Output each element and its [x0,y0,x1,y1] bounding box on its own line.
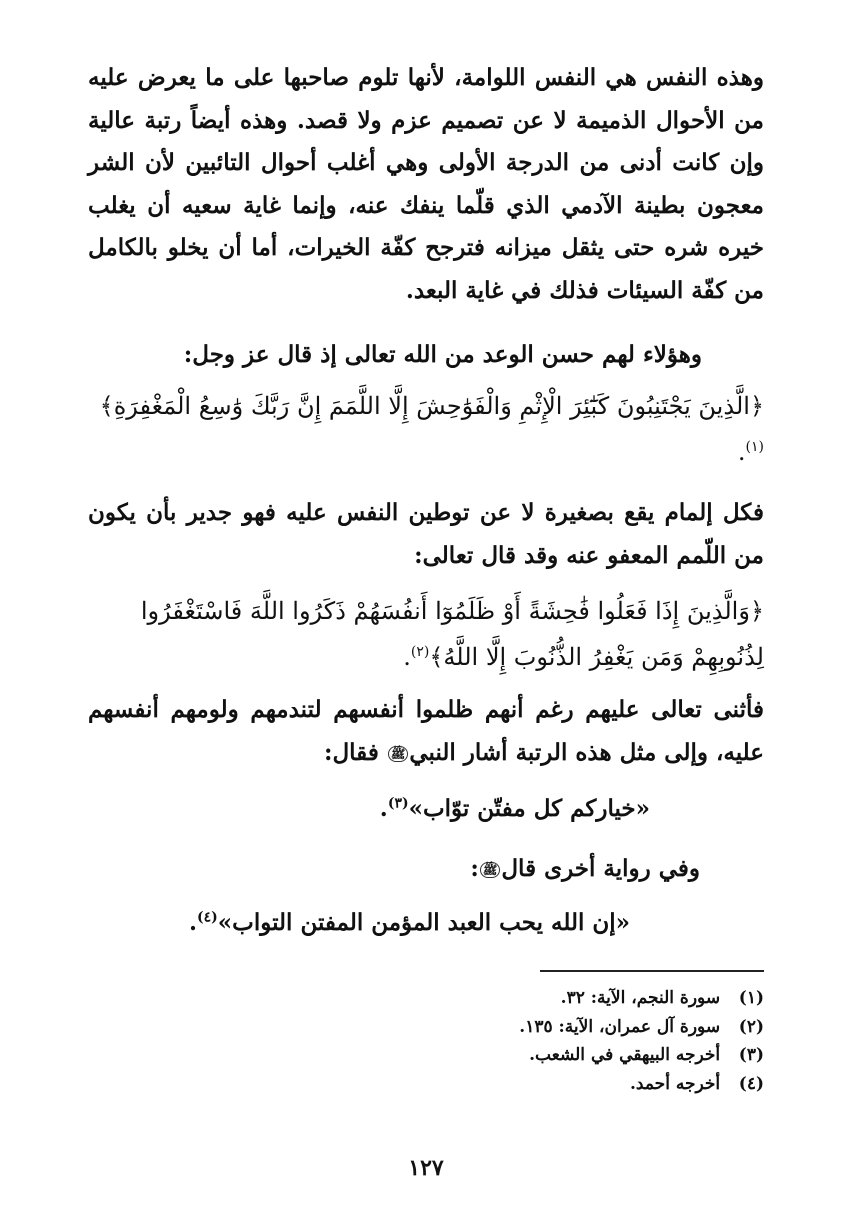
footnotes-list [300,984,764,1098]
verse-close-bracket: ﴾ [99,392,114,420]
footnote-item [300,1041,764,1070]
verse-text: الَّذِينَ يَجْتَنِبُونَ كَبَٰٓئِرَ الْإِثْمِ وَالْفَوَٰحِشَ إِلَّا اللَّمَمَ إِنَّ رَبَّكَ وَٰسِعُ الْمَغْفِرَةِ [113,392,750,420]
end-dot: . [189,909,198,936]
hadith-intro [300,848,700,891]
footnote-number: (١) [738,988,764,1008]
page-number: ١٢٧ [408,1155,444,1181]
footnote-ref-1[interactable]: (١) [745,439,764,455]
footnote-text: أخرجه البيهقي في الشعب. [529,1045,721,1065]
verse-text: وَالَّذِينَ إِذَا فَعَلُوا فَٰحِشَةً أَوْ ظَلَمُوٓا أَنفُسَهُمْ ذَكَرُوا اللَّهَ فَاسْتَغْفَرُوا لِذُنُوبِهِمْ وَمَن يَغْفِرُ الذُّنُوبَ إِلَّا اللَّهُ [140,597,764,671]
saw-symbol-icon: ﷺ [480,862,501,878]
quran-verse-najm [88,383,764,475]
hadith-intro-text: وفي رواية أخرى قال [501,855,700,882]
verse-open-bracket: ﴿ [749,392,764,420]
footnote-number: (٣) [738,1045,764,1065]
hadith-two [130,902,630,945]
footnote-ref-2[interactable]: (٢) [410,644,430,660]
footnote-divider [540,970,764,972]
footnote-ref-4[interactable]: (٤) [197,909,218,926]
paragraph-praise [88,689,764,774]
paragraph-text: فأثنى تعالى عليهم رغم أنهم ظلموا أنفسهم لتندمهم ولومهم أنفسهم عليه، وإلى مثل هذه الرتبة أشار النبي [88,696,764,766]
footnote-text: أخرجه أحمد. [630,1073,721,1094]
footnote-number: (٤) [738,1073,764,1094]
paragraph-lawwama: وهذه النفس هي النفس اللوامة، لأنها تلوم صاحبها على ما يعرض عليه من الأحوال الذميمة لا عن تصميم عزم ولا قصد. وهذه أيضاً رتبة عالية وإن كانت أدنى من الدرجة الأولى وهي أغلب أحوال التائبين لأن الشر معجون بطينة الآدمي الذي قلّما ينفك عنه، وإنما غاية سعيه أن يغلب خيره شره حتى يثقل ميزانه فترجح كفّة الخيرات، أما أن يخلو بالكامل من كفّة السيئات فذلك في غاية البعد. [88,64,764,304]
hadith-one [250,788,650,831]
hadith-text: «خياركم كل مفتّن توّاب» [408,795,650,822]
quran-verse-imran [88,588,764,680]
paragraph-text-end: فقال: [323,738,379,766]
paragraph-promise: وهؤلاء لهم حسن الوعد من الله تعالى إذ قال عز وجل: [183,341,702,368]
verse-open-bracket: ﴿ [749,597,764,625]
end-dot: . [403,643,411,671]
footnote-item [300,1013,764,1042]
end-dot: . [737,438,746,466]
footnote-item [300,984,764,1013]
hadith-intro-colon: : [470,855,479,882]
saw-symbol-icon: ﷺ [388,746,409,762]
footnote-ref-3[interactable]: (٣) [387,795,409,812]
end-dot: . [379,795,388,822]
footnote-number: (٢) [738,1016,764,1037]
footnote-text: سورة آل عمران، الآية: ١٣٥. [519,1016,721,1037]
footnote-text: سورة النجم، الآية: ٣٢. [560,988,721,1008]
paragraph-lamam: فكل إلمام يقع بصغيرة لا عن توطين النفس عليه فهو جدير بأن يكون من اللّمم المعفو عنه وقد قال تعالى: [88,499,764,569]
hadith-text: «إن الله يحب العبد المؤمن المفتن التواب» [217,909,630,936]
verse-close-bracket: ﴾ [429,643,444,671]
footnote-item [300,1070,764,1099]
